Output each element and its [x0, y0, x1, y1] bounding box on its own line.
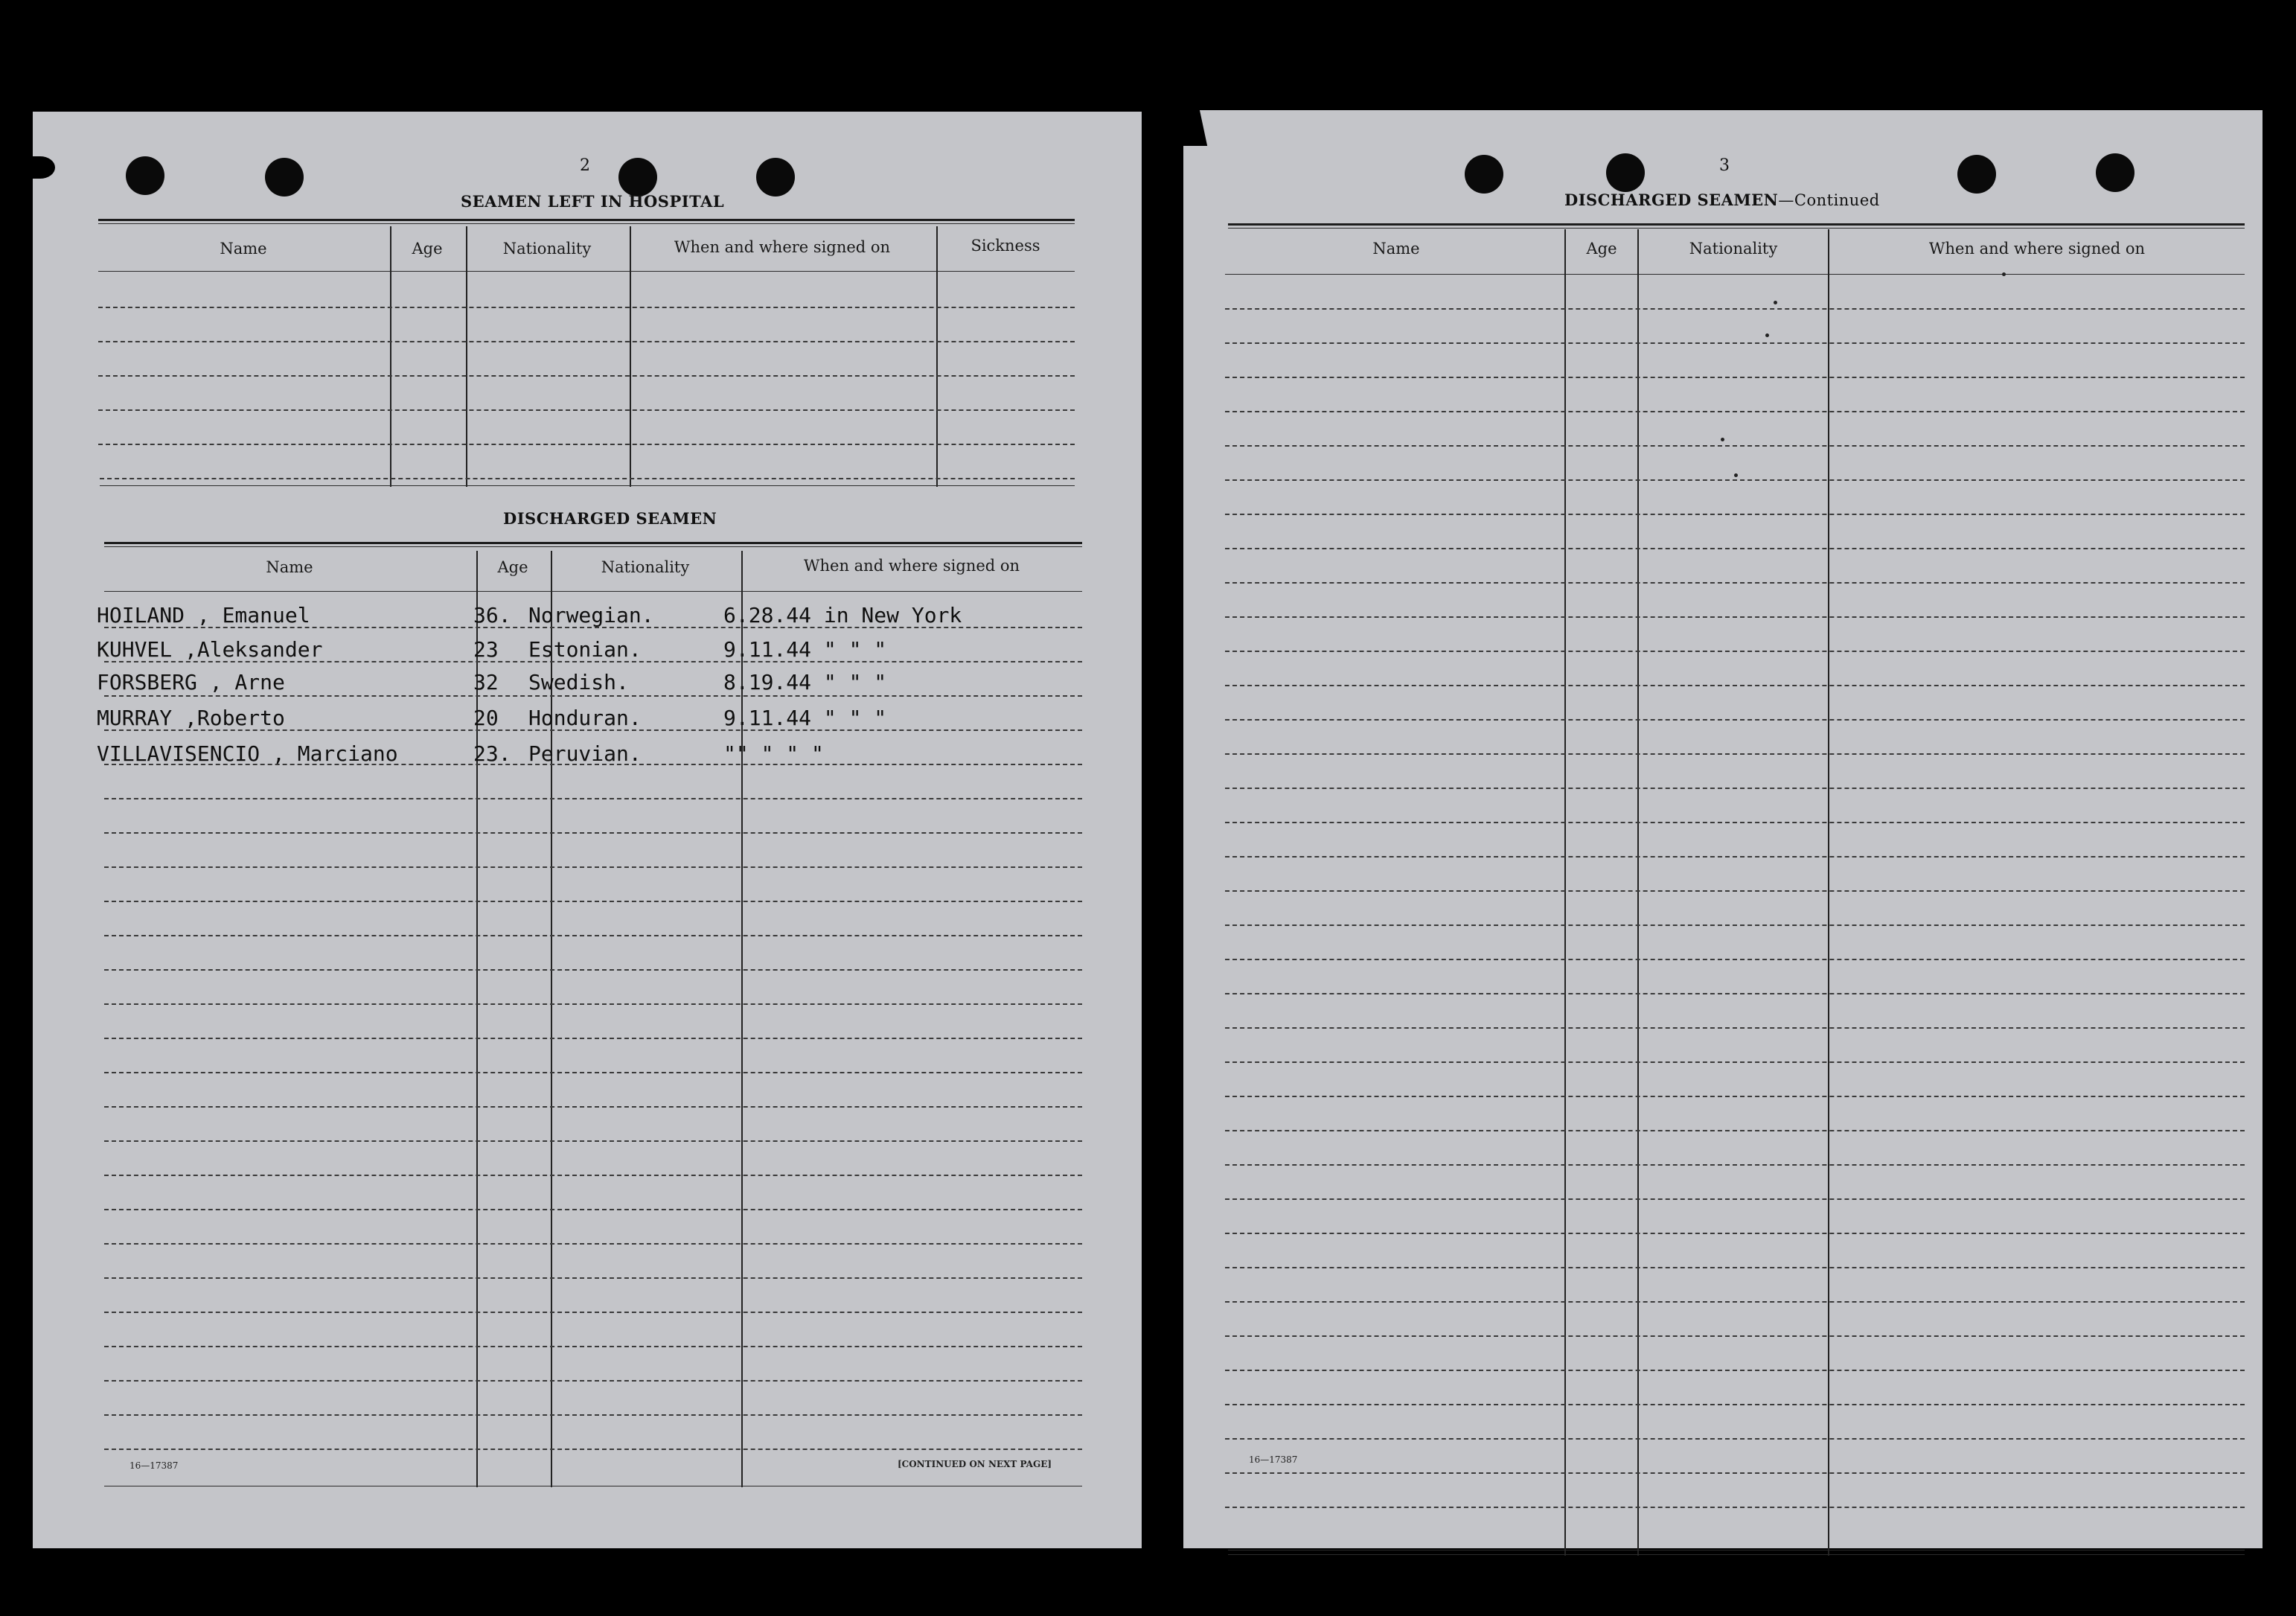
- ruled-line: [1225, 1096, 2245, 1097]
- ink-speck: [2002, 272, 2006, 276]
- ruled-line: [104, 798, 1082, 799]
- column-header-age: Age: [412, 240, 443, 258]
- punch-hole: [618, 158, 657, 197]
- seaman-nationality: Estonian.: [528, 637, 642, 662]
- ruled-line: [1225, 411, 2245, 412]
- ruled-line: [1225, 1233, 2245, 1234]
- title-suffix: —Continued: [1778, 191, 1880, 209]
- column-header-name: Name: [1372, 240, 1420, 258]
- form-number: 16—17387: [1249, 1454, 1298, 1465]
- ruled-line: [104, 1209, 1082, 1210]
- ruled-line: [1225, 890, 2245, 892]
- ruled-line: [1225, 342, 2245, 344]
- seaman-signed-on: 9.11.44 " " ": [723, 706, 887, 730]
- header-rule: [98, 271, 1075, 272]
- column-header-nationality: Nationality: [601, 558, 690, 576]
- ruled-line: [1225, 1335, 2245, 1337]
- seaman-name: MURRAY ,Roberto: [97, 706, 285, 730]
- ruled-line: [1225, 616, 2245, 618]
- table-top-rule: [1228, 223, 2245, 226]
- seaman-name: HOILAND , Emanuel: [97, 603, 310, 627]
- ruled-line: [1225, 377, 2245, 378]
- ruled-line: [1225, 548, 2245, 549]
- torn-edge: [25, 156, 55, 179]
- ruled-line: [1225, 1130, 2245, 1131]
- ruled-line: [1225, 1301, 2245, 1303]
- table-top-rule: [98, 223, 1075, 224]
- discharged-section-title: DISCHARGED SEAMEN: [503, 509, 717, 528]
- ruled-line: [1225, 719, 2245, 721]
- ruled-line: [104, 1449, 1082, 1450]
- ruled-line: [1225, 1027, 2245, 1029]
- ruled-line: [104, 1346, 1082, 1347]
- seaman-nationality: Swedish.: [528, 670, 629, 694]
- column-header-name: Name: [266, 558, 313, 576]
- seaman-signed-on: 8.19.44 " " ": [723, 670, 887, 694]
- ink-speck: [1765, 333, 1769, 337]
- page-number: 2: [580, 156, 590, 175]
- seaman-name: FORSBERG , Arne: [97, 670, 285, 694]
- header-rule: [104, 591, 1082, 592]
- ruled-line: [104, 1277, 1082, 1279]
- ruled-line: [98, 307, 1075, 308]
- seaman-nationality: Honduran.: [528, 706, 642, 730]
- ruled-line: [104, 1072, 1082, 1073]
- right-page: [1183, 110, 2263, 1548]
- table-top-rule: [104, 542, 1082, 544]
- seaman-age: 23: [473, 637, 499, 662]
- seaman-age: 36.: [473, 603, 511, 627]
- ruled-line: [1225, 822, 2245, 823]
- ruled-line: [104, 866, 1082, 868]
- column-divider: [630, 226, 631, 487]
- table-bottom-rule: [1228, 1554, 2245, 1555]
- form-number: 16—17387: [129, 1460, 179, 1471]
- punch-hole: [2096, 153, 2134, 192]
- ruled-line: [1225, 445, 2245, 447]
- column-header-age: Age: [497, 558, 528, 576]
- ruled-line: [1225, 959, 2245, 960]
- ruled-line: [1225, 651, 2245, 652]
- seaman-nationality: Norwegian.: [528, 603, 654, 627]
- ruled-line: [1225, 308, 2245, 310]
- ink-speck: [1721, 438, 1724, 441]
- ruled-line: [1225, 1438, 2245, 1440]
- punch-hole: [126, 156, 164, 195]
- column-divider: [1564, 229, 1566, 1556]
- column-divider: [390, 226, 391, 487]
- column-divider: [936, 226, 938, 487]
- ruled-line: [1225, 1404, 2245, 1405]
- torn-edge: [1164, 103, 1207, 146]
- column-divider: [1637, 229, 1639, 1556]
- title-main: DISCHARGED SEAMEN: [1564, 191, 1779, 209]
- ruled-line: [1225, 1370, 2245, 1371]
- ruled-line: [1225, 1267, 2245, 1268]
- ruled-line: [104, 1038, 1082, 1039]
- ruled-line: [1225, 685, 2245, 686]
- seaman-age: 20: [473, 706, 499, 730]
- ruled-line: [104, 832, 1082, 834]
- column-header-signed-on: When and where signed on: [1928, 240, 2146, 258]
- punch-hole: [1606, 153, 1645, 192]
- ruled-line: [98, 341, 1075, 342]
- ruled-line: [1225, 582, 2245, 584]
- column-header-name: Name: [220, 240, 267, 258]
- punch-hole: [1465, 155, 1503, 194]
- column-header-nationality: Nationality: [502, 240, 592, 258]
- seaman-age: 32: [473, 670, 499, 694]
- discharged-continued-title: [1564, 191, 1880, 209]
- ruled-line: [1225, 856, 2245, 857]
- ruled-line: [104, 695, 1082, 697]
- column-header-signed-on: When and where signed on: [803, 557, 1020, 575]
- ink-speck: [1734, 473, 1738, 477]
- ruled-line: [1225, 788, 2245, 789]
- column-header-age: Age: [1586, 240, 1617, 258]
- ruled-line: [98, 375, 1075, 377]
- ruled-line: [1225, 479, 2245, 481]
- ruled-line: [104, 935, 1082, 936]
- ruled-line: [1225, 1061, 2245, 1063]
- ruled-line: [104, 1312, 1082, 1313]
- ruled-line: [104, 1106, 1082, 1108]
- ruled-line: [104, 969, 1082, 971]
- ruled-line: [1225, 1198, 2245, 1200]
- seaman-signed-on: "" " " ": [723, 741, 824, 766]
- ruled-line: [104, 1175, 1082, 1176]
- table-top-rule: [98, 219, 1075, 221]
- ruled-line: [104, 901, 1082, 902]
- punch-hole: [265, 158, 304, 197]
- left-page: [33, 112, 1142, 1548]
- seaman-nationality: Peruvian.: [528, 741, 642, 766]
- ruled-line: [100, 478, 1075, 479]
- page-number: 3: [1719, 156, 1730, 175]
- ruled-line: [1225, 993, 2245, 994]
- ruled-line: [104, 1380, 1082, 1382]
- ruled-line: [1225, 514, 2245, 515]
- table-top-rule: [104, 546, 1082, 547]
- ruled-line: [1225, 1164, 2245, 1166]
- punch-hole: [1957, 155, 1996, 194]
- ruled-line: [98, 409, 1075, 411]
- ruled-line: [104, 1414, 1082, 1416]
- column-header-sickness: Sickness: [970, 237, 1040, 255]
- table-bottom-rule: [100, 485, 1075, 486]
- ruled-line: [1225, 1507, 2245, 1508]
- ruled-line: [1225, 753, 2245, 755]
- ruled-line: [1225, 924, 2245, 926]
- column-header-signed-on: When and where signed on: [674, 238, 891, 256]
- ink-speck: [1774, 301, 1777, 304]
- ruled-line: [1225, 1472, 2245, 1474]
- column-divider: [1828, 229, 1829, 1556]
- seaman-name: VILLAVISENCIO , Marciano: [97, 741, 398, 766]
- seaman-name: KUHVEL ,Aleksander: [97, 637, 323, 662]
- column-divider: [466, 226, 467, 487]
- ruled-line: [104, 1140, 1082, 1142]
- continued-note: [CONTINUED ON NEXT PAGE]: [898, 1459, 1052, 1469]
- table-top-rule: [1228, 228, 2245, 229]
- ruled-line: [104, 1243, 1082, 1245]
- hospital-section-title: SEAMEN LEFT IN HOSPITAL: [461, 192, 725, 211]
- ruled-line: [98, 444, 1075, 445]
- seaman-signed-on: 6.28.44 in New York: [723, 603, 962, 627]
- ruled-line: [104, 1003, 1082, 1005]
- header-rule: [1225, 274, 2245, 275]
- seaman-signed-on: 9.11.44 " " ": [723, 637, 887, 662]
- seaman-age: 23.: [473, 741, 511, 766]
- punch-hole: [756, 158, 795, 197]
- column-header-nationality: Nationality: [1689, 240, 1778, 258]
